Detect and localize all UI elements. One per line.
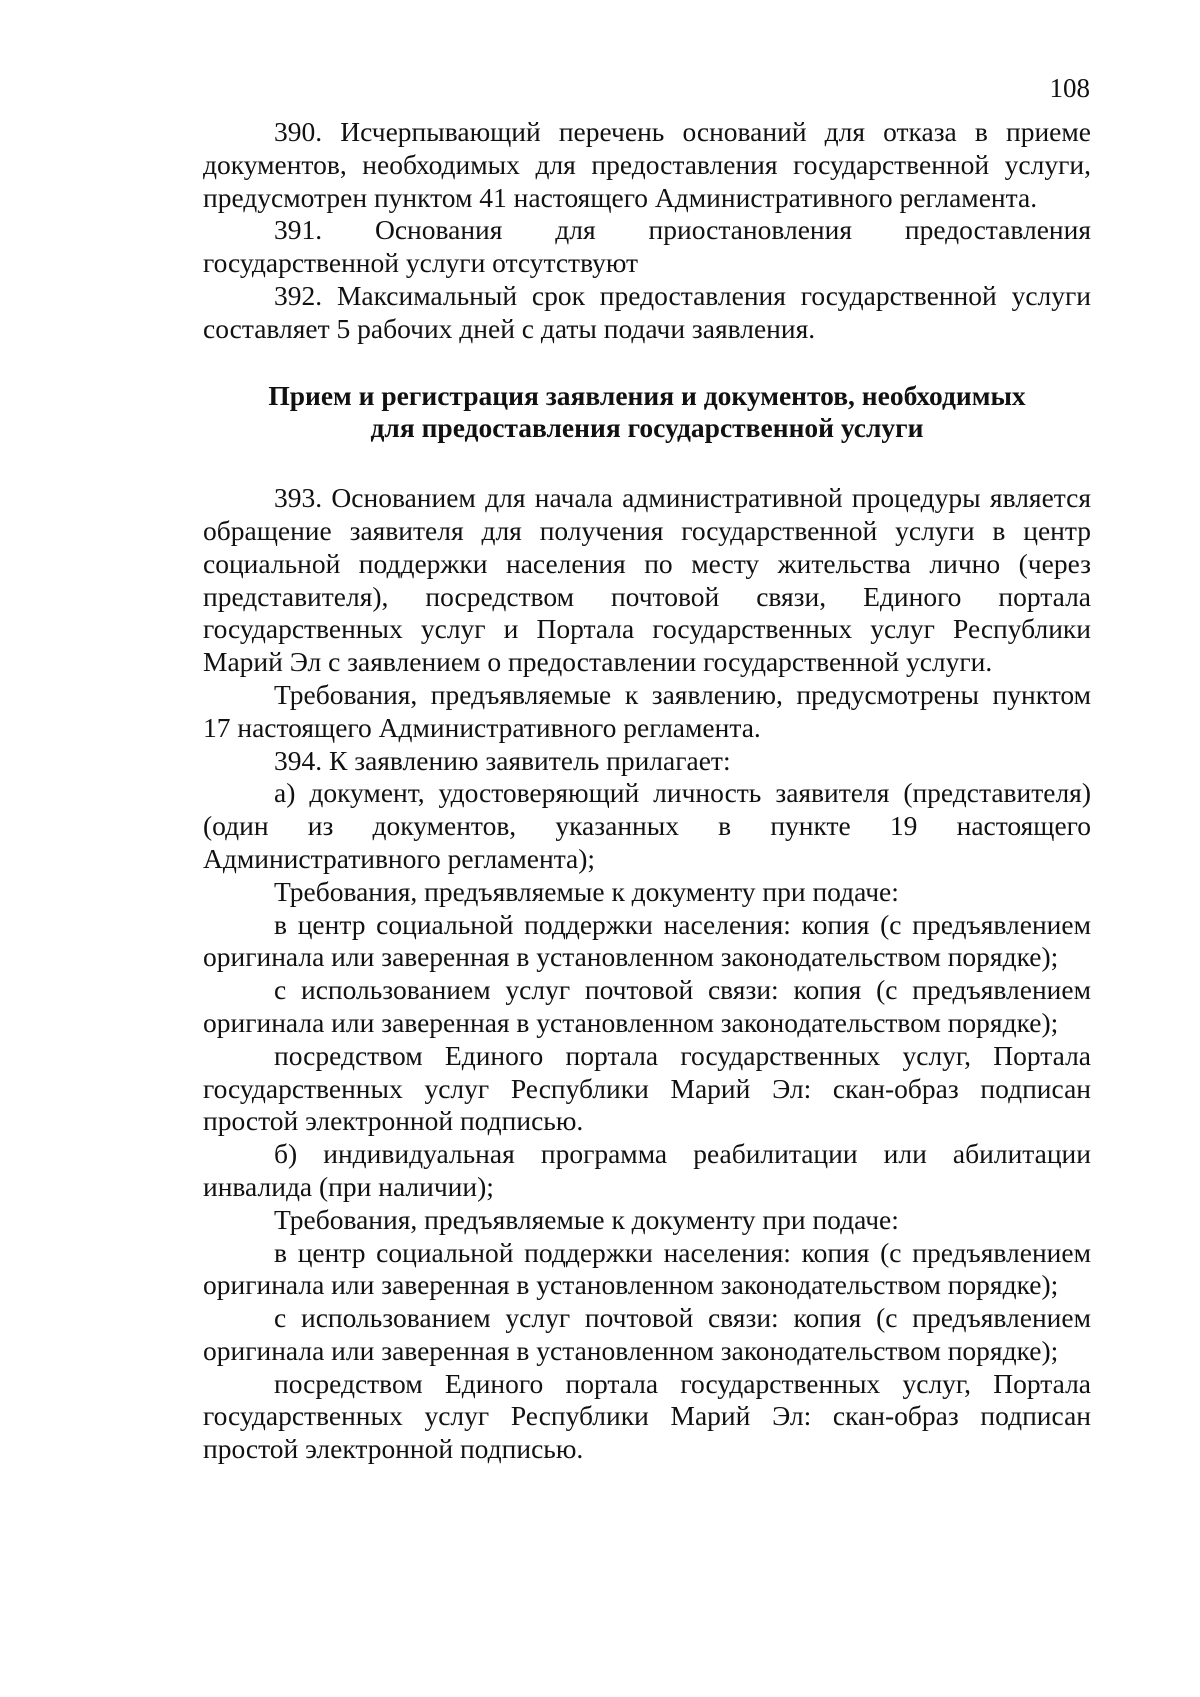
paragraph-item-a: а) документ, удостоверяющий личность заявителя (представителя) (один из документов, указанных в пункте 19 настоящего Административного регламента); <box>203 777 1091 874</box>
page-number: 108 <box>1049 73 1090 103</box>
paragraph-390: 390. Исчерпывающий перечень оснований для отказа в приеме документов, необходимых для предоставления государственной услуги, предусмотрен пунктом 41 настоящего Административного регламента. <box>203 116 1091 213</box>
paragraph-social-center-a: в центр социальной поддержки населения: копия (с предъявлением оригинала или заверенная в установленном законодательством порядке); <box>203 908 1091 973</box>
paragraph-application-requirements: Требования, предъявляемые к заявлению, предусмотрены пунктом 17 настоящего Административного регламента. <box>203 678 1091 743</box>
paragraph-391: 391. Основания для приостановления предоставления государственной услуги отсутствуют <box>203 214 1091 279</box>
section-heading <box>203 380 1091 446</box>
paragraph-item-b: б) индивидуальная программа реабилитации или абилитации инвалида (при наличии); <box>203 1138 1091 1202</box>
paragraph-document-requirements-b: Требования, предъявляемые к документу при подаче: <box>274 1203 899 1235</box>
paragraph-portal-b: посредством Единого портала государственных услуг, Портала государственных услуг Республики Марий Эл: скан-образ подписан простой электронной подписью. <box>203 1367 1091 1465</box>
section-heading-line-1: Прием и регистрация заявления и документов, необходимых <box>268 379 1026 411</box>
paragraph-postal-a: с использованием услуг почтовой связи: копия (с предъявлением оригинала или заверенная в установленном законодательством порядке); <box>203 974 1091 1038</box>
paragraph-portal-a: посредством Единого портала государственных услуг, Портала государственных услуг Республики Марий Эл: скан-образ подписан простой электронной подписью. <box>203 1039 1091 1137</box>
paragraph-social-center-b: в центр социальной поддержки населения: копия (с предъявлением оригинала или заверенная в установленном законодательством порядке); <box>203 1236 1091 1301</box>
paragraph-document-requirements-a: Требования, предъявляемые к документу при подаче: <box>274 875 899 907</box>
paragraph-postal-b: с использованием услуг почтовой связи: копия (с предъявлением оригинала или заверенная в установленном законодательством порядке); <box>203 1302 1091 1366</box>
paragraph-392: 392. Максимальный срок предоставления государственной услуги составляет 5 рабочих дней с даты подачи заявления. <box>203 279 1091 344</box>
paragraph-393: 393. Основанием для начала административной процедуры является обращение заявителя для получения государственной услуги в центр социальной поддержки населения по месту жительства лично (через представителя), посредством почтовой связи, Единого портала государственных услуг и Портала государственных услуг Республики Марий Эл с заявлением о предоставлении государственной услуги. <box>203 482 1091 678</box>
paragraph-394: 394. К заявлению заявитель прилагает: <box>274 744 731 776</box>
section-heading-line-2: для предоставления государственной услуги <box>370 412 924 444</box>
document-body <box>203 116 1091 1466</box>
